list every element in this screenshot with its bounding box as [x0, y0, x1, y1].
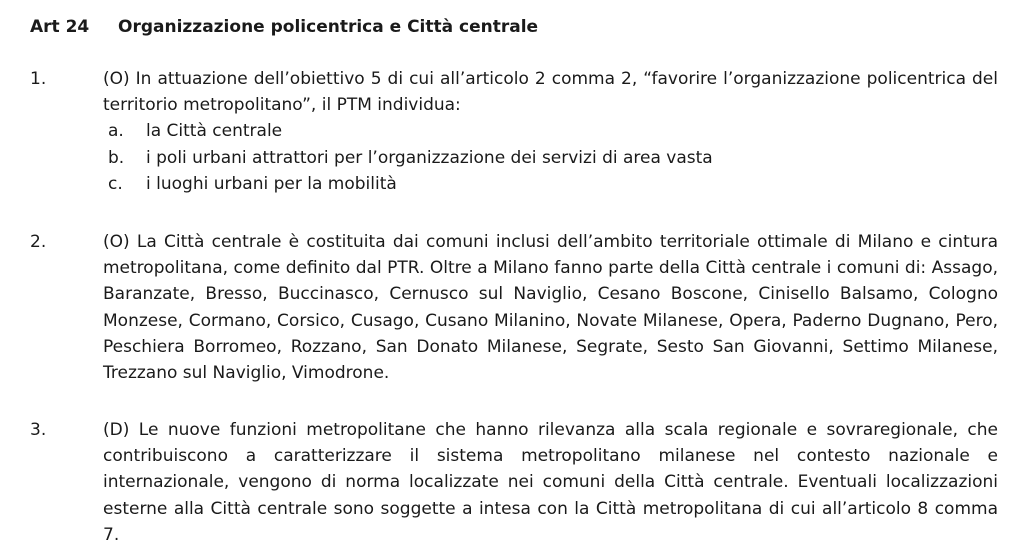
list-item-text: i poli urbani attrattori per l’organizzazione dei servizi di area vasta — [146, 147, 713, 168]
list-item-letter: c. — [108, 173, 123, 194]
article-title: Organizzazione policentrica e Città centrale — [118, 17, 539, 37]
list-item-letter: a. — [108, 121, 124, 142]
paragraph-2 — [30, 229, 998, 386]
paragraph-1 — [30, 66, 998, 197]
paragraph-text: (O) La Città centrale è costituita dai comuni inclusi dell’ambito territoriale ottimale di Milano e cintura metropolitana, come definito dal PTR. Oltre a Milano fanno parte della Città centrale i comuni di: Assago, Baranzate, Bresso, Buccinasco, Cernusco sul Naviglio, Cesano Boscone, Cinisello Balsamo, Cologno Monzese, Cormano, Corsico, Cusago, Cusano Milanino, Novate Milanese, Opera, Paderno Dugnano, Pero, Peschiera Borromeo, Rozzano, San Donato Milanese, Segrate, Sesto San Giovanni, Settimo Milanese, Trezzano sul Naviglio, Vimodrone. — [103, 232, 998, 384]
list-item-text: i luoghi urbani per la mobilità — [146, 173, 397, 194]
article-number: Art 24 — [30, 17, 90, 37]
paragraph-text: (O) In attuazione dell’obiettivo 5 di cui all’articolo 2 comma 2, “favorire l’organizzazione policentrica del territorio metropolitano”, il PTM individua: — [103, 69, 998, 116]
paragraph-3 — [30, 417, 998, 548]
paragraph-number: 2. — [30, 232, 47, 252]
list-item-letter: b. — [108, 147, 125, 168]
list-item — [108, 171, 998, 197]
paragraph-number: 3. — [30, 420, 47, 440]
paragraph-number: 1. — [30, 69, 47, 89]
list-item — [108, 118, 998, 144]
article-heading — [30, 15, 538, 39]
list-item — [108, 145, 998, 171]
list-item-text: la Città centrale — [146, 121, 283, 142]
sub-list — [103, 118, 998, 197]
paragraph-text: (D) Le nuove funzioni metropolitane che hanno rilevanza alla scala regionale e sovraregionale, che contribuiscono a caratterizzare il sistema metropolitano milanese nel contesto nazionale e internazionale, vengono di norma localizzate nei comuni della Città centrale. Eventuali localizzazioni esterne alla Città centrale sono soggette a intesa con la Città metropolitana di cui all’articolo 8 comma 7. — [103, 420, 998, 545]
